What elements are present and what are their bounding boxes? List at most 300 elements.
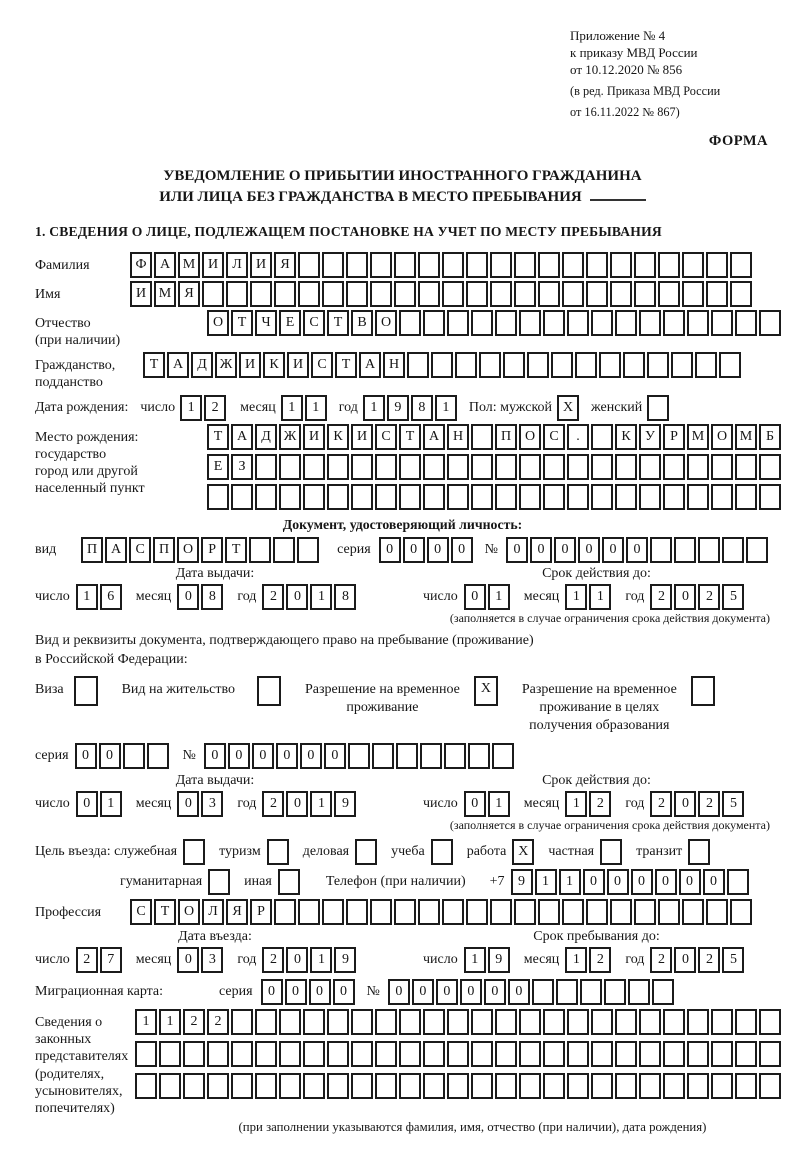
form-cell[interactable]: 0 xyxy=(379,537,401,563)
form-cell[interactable] xyxy=(327,1009,349,1035)
form-cell[interactable] xyxy=(586,252,608,278)
form-cell[interactable]: 0 xyxy=(427,537,449,563)
form-cell[interactable]: 1 xyxy=(464,947,486,973)
form-cell[interactable] xyxy=(711,1041,733,1067)
form-cell[interactable] xyxy=(567,1041,589,1067)
form-cell[interactable] xyxy=(327,1073,349,1099)
form-cell[interactable]: Я xyxy=(274,252,296,278)
form-cell[interactable] xyxy=(591,1009,613,1035)
form-cell[interactable] xyxy=(423,310,445,336)
form-cell[interactable]: А xyxy=(154,252,176,278)
form-cell[interactable]: О xyxy=(177,537,199,563)
form-cell[interactable] xyxy=(663,310,685,336)
form-cell[interactable]: А xyxy=(231,424,253,450)
form-cell[interactable] xyxy=(207,484,229,510)
form-cell[interactable]: 6 xyxy=(100,584,122,610)
form-cell[interactable] xyxy=(514,281,536,307)
form-cell[interactable]: А xyxy=(105,537,127,563)
form-cell[interactable] xyxy=(730,281,752,307)
form-cell[interactable]: 2 xyxy=(698,947,720,973)
form-cell[interactable]: 0 xyxy=(286,791,308,817)
form-cell[interactable] xyxy=(562,281,584,307)
form-cell[interactable] xyxy=(586,899,608,925)
form-cell[interactable] xyxy=(396,743,418,769)
form-cell[interactable] xyxy=(663,1073,685,1099)
form-cell[interactable]: Т xyxy=(231,310,253,336)
form-cell[interactable] xyxy=(599,352,621,378)
form-cell[interactable] xyxy=(658,252,680,278)
form-cell[interactable] xyxy=(591,424,613,450)
form-cell[interactable] xyxy=(257,676,281,706)
form-cell[interactable] xyxy=(567,1073,589,1099)
form-cell[interactable]: X xyxy=(512,839,534,865)
form-cell[interactable] xyxy=(730,899,752,925)
form-cell[interactable] xyxy=(519,484,541,510)
form-cell[interactable]: 2 xyxy=(698,584,720,610)
form-cell[interactable] xyxy=(298,281,320,307)
form-cell[interactable] xyxy=(591,454,613,480)
form-cell[interactable]: Р xyxy=(250,899,272,925)
form-cell[interactable] xyxy=(250,281,272,307)
form-cell[interactable]: И xyxy=(130,281,152,307)
form-cell[interactable]: 1 xyxy=(565,584,587,610)
form-cell[interactable] xyxy=(615,1009,637,1035)
form-cell[interactable] xyxy=(207,1041,229,1067)
form-cell[interactable] xyxy=(471,1041,493,1067)
form-cell[interactable] xyxy=(447,454,469,480)
form-cell[interactable] xyxy=(346,252,368,278)
form-cell[interactable] xyxy=(647,395,669,421)
form-cell[interactable]: 0 xyxy=(583,869,605,895)
form-cell[interactable]: 7 xyxy=(100,947,122,973)
form-cell[interactable]: 1 xyxy=(281,395,303,421)
form-cell[interactable]: 0 xyxy=(403,537,425,563)
form-cell[interactable]: Р xyxy=(663,424,685,450)
form-cell[interactable] xyxy=(372,743,394,769)
form-cell[interactable]: 0 xyxy=(252,743,274,769)
form-cell[interactable] xyxy=(420,743,442,769)
form-cell[interactable]: 2 xyxy=(207,1009,229,1035)
form-cell[interactable] xyxy=(471,454,493,480)
form-cell[interactable]: 0 xyxy=(554,537,576,563)
form-cell[interactable] xyxy=(688,839,710,865)
form-cell[interactable]: С xyxy=(543,424,565,450)
form-cell[interactable]: 2 xyxy=(262,791,284,817)
form-cell[interactable] xyxy=(730,252,752,278)
form-cell[interactable] xyxy=(303,454,325,480)
form-cell[interactable] xyxy=(567,1009,589,1035)
form-cell[interactable] xyxy=(698,537,720,563)
form-cell[interactable]: 0 xyxy=(679,869,701,895)
form-cell[interactable]: К xyxy=(263,352,285,378)
form-cell[interactable] xyxy=(183,839,205,865)
form-cell[interactable]: 9 xyxy=(511,869,533,895)
form-cell[interactable]: О xyxy=(711,424,733,450)
form-cell[interactable] xyxy=(682,281,704,307)
form-cell[interactable]: 0 xyxy=(286,584,308,610)
form-cell[interactable]: 0 xyxy=(276,743,298,769)
form-cell[interactable] xyxy=(663,454,685,480)
form-cell[interactable]: О xyxy=(178,899,200,925)
form-cell[interactable] xyxy=(759,1009,781,1035)
form-cell[interactable]: У xyxy=(639,424,661,450)
form-cell[interactable]: И xyxy=(303,424,325,450)
form-cell[interactable]: Т xyxy=(207,424,229,450)
form-cell[interactable] xyxy=(418,252,440,278)
form-cell[interactable]: Ж xyxy=(215,352,237,378)
form-cell[interactable]: 9 xyxy=(334,947,356,973)
form-cell[interactable]: А xyxy=(359,352,381,378)
form-cell[interactable]: 0 xyxy=(506,537,528,563)
form-cell[interactable]: 0 xyxy=(631,869,653,895)
form-cell[interactable] xyxy=(471,1073,493,1099)
form-cell[interactable] xyxy=(639,310,661,336)
form-cell[interactable]: 0 xyxy=(436,979,458,1005)
form-cell[interactable] xyxy=(135,1041,157,1067)
form-cell[interactable] xyxy=(551,352,573,378)
form-cell[interactable] xyxy=(706,281,728,307)
form-cell[interactable]: 8 xyxy=(201,584,223,610)
form-cell[interactable] xyxy=(351,454,373,480)
form-cell[interactable]: 1 xyxy=(305,395,327,421)
form-cell[interactable]: 2 xyxy=(589,791,611,817)
form-cell[interactable] xyxy=(273,537,295,563)
form-cell[interactable] xyxy=(351,1009,373,1035)
form-cell[interactable] xyxy=(639,484,661,510)
form-cell[interactable] xyxy=(652,979,674,1005)
form-cell[interactable] xyxy=(580,979,602,1005)
form-cell[interactable] xyxy=(279,1073,301,1099)
form-cell[interactable] xyxy=(394,252,416,278)
form-cell[interactable] xyxy=(423,484,445,510)
form-cell[interactable] xyxy=(519,310,541,336)
form-cell[interactable] xyxy=(279,1041,301,1067)
form-cell[interactable] xyxy=(226,281,248,307)
form-cell[interactable]: 8 xyxy=(334,584,356,610)
form-cell[interactable] xyxy=(495,310,517,336)
form-cell[interactable] xyxy=(479,352,501,378)
form-cell[interactable] xyxy=(399,1041,421,1067)
form-cell[interactable]: 3 xyxy=(201,947,223,973)
form-cell[interactable] xyxy=(567,310,589,336)
form-cell[interactable]: В xyxy=(351,310,373,336)
form-cell[interactable] xyxy=(575,352,597,378)
form-cell[interactable]: 0 xyxy=(530,537,552,563)
form-cell[interactable]: 0 xyxy=(464,584,486,610)
form-cell[interactable] xyxy=(370,252,392,278)
form-cell[interactable] xyxy=(471,1009,493,1035)
form-cell[interactable] xyxy=(327,484,349,510)
form-cell[interactable] xyxy=(735,1009,757,1035)
form-cell[interactable] xyxy=(663,1041,685,1067)
form-cell[interactable] xyxy=(562,252,584,278)
form-cell[interactable] xyxy=(711,1073,733,1099)
form-cell[interactable]: К xyxy=(615,424,637,450)
form-cell[interactable]: Н xyxy=(383,352,405,378)
form-cell[interactable]: 3 xyxy=(201,791,223,817)
form-cell[interactable] xyxy=(735,1041,757,1067)
form-cell[interactable] xyxy=(610,252,632,278)
form-cell[interactable] xyxy=(351,484,373,510)
form-cell[interactable] xyxy=(202,281,224,307)
form-cell[interactable]: 0 xyxy=(703,869,725,895)
form-cell[interactable] xyxy=(503,352,525,378)
form-cell[interactable] xyxy=(634,252,656,278)
form-cell[interactable] xyxy=(759,310,781,336)
form-cell[interactable]: Е xyxy=(207,454,229,480)
form-cell[interactable]: 0 xyxy=(451,537,473,563)
form-cell[interactable]: 1 xyxy=(565,791,587,817)
form-cell[interactable] xyxy=(255,1073,277,1099)
form-cell[interactable]: 2 xyxy=(183,1009,205,1035)
form-cell[interactable] xyxy=(375,1073,397,1099)
form-cell[interactable] xyxy=(623,352,645,378)
form-cell[interactable] xyxy=(567,484,589,510)
form-cell[interactable] xyxy=(298,252,320,278)
form-cell[interactable] xyxy=(303,484,325,510)
form-cell[interactable] xyxy=(543,1009,565,1035)
form-cell[interactable] xyxy=(519,454,541,480)
form-cell[interactable]: 1 xyxy=(565,947,587,973)
form-cell[interactable] xyxy=(466,899,488,925)
form-cell[interactable] xyxy=(399,1009,421,1035)
form-cell[interactable] xyxy=(543,1073,565,1099)
form-cell[interactable] xyxy=(135,1073,157,1099)
form-cell[interactable] xyxy=(348,743,370,769)
form-cell[interactable] xyxy=(706,252,728,278)
form-cell[interactable]: С xyxy=(130,899,152,925)
form-cell[interactable]: О xyxy=(207,310,229,336)
form-cell[interactable]: Ф xyxy=(130,252,152,278)
form-cell[interactable] xyxy=(431,352,453,378)
form-cell[interactable] xyxy=(471,484,493,510)
form-cell[interactable]: П xyxy=(153,537,175,563)
form-cell[interactable]: Ч xyxy=(255,310,277,336)
form-cell[interactable] xyxy=(586,281,608,307)
form-cell[interactable]: 2 xyxy=(650,584,672,610)
form-cell[interactable] xyxy=(687,310,709,336)
form-cell[interactable] xyxy=(658,899,680,925)
form-cell[interactable] xyxy=(682,252,704,278)
form-cell[interactable] xyxy=(444,743,466,769)
form-cell[interactable]: 0 xyxy=(309,979,331,1005)
form-cell[interactable]: 0 xyxy=(674,584,696,610)
form-cell[interactable]: 5 xyxy=(722,584,744,610)
form-cell[interactable] xyxy=(346,899,368,925)
form-cell[interactable] xyxy=(492,743,514,769)
form-cell[interactable] xyxy=(423,1009,445,1035)
form-cell[interactable]: 0 xyxy=(261,979,283,1005)
form-cell[interactable] xyxy=(278,869,300,895)
form-cell[interactable] xyxy=(447,484,469,510)
form-cell[interactable]: С xyxy=(129,537,151,563)
form-cell[interactable] xyxy=(375,454,397,480)
form-cell[interactable] xyxy=(231,484,253,510)
form-cell[interactable] xyxy=(532,979,554,1005)
form-cell[interactable] xyxy=(735,484,757,510)
form-cell[interactable]: 1 xyxy=(363,395,385,421)
form-cell[interactable] xyxy=(375,1009,397,1035)
form-cell[interactable] xyxy=(682,899,704,925)
form-cell[interactable] xyxy=(610,899,632,925)
form-cell[interactable]: 0 xyxy=(333,979,355,1005)
form-cell[interactable]: 1 xyxy=(76,584,98,610)
form-cell[interactable]: А xyxy=(167,352,189,378)
form-cell[interactable] xyxy=(418,281,440,307)
form-cell[interactable] xyxy=(231,1009,253,1035)
form-cell[interactable] xyxy=(255,1041,277,1067)
form-cell[interactable] xyxy=(759,484,781,510)
form-cell[interactable] xyxy=(159,1041,181,1067)
form-cell[interactable] xyxy=(562,899,584,925)
form-cell[interactable]: 9 xyxy=(488,947,510,973)
form-cell[interactable] xyxy=(123,743,145,769)
form-cell[interactable] xyxy=(322,281,344,307)
form-cell[interactable]: . xyxy=(567,424,589,450)
form-cell[interactable] xyxy=(399,484,421,510)
form-cell[interactable]: 0 xyxy=(228,743,250,769)
form-cell[interactable] xyxy=(543,484,565,510)
form-cell[interactable] xyxy=(495,484,517,510)
form-cell[interactable] xyxy=(495,1073,517,1099)
form-cell[interactable] xyxy=(351,1073,373,1099)
form-cell[interactable]: З xyxy=(231,454,253,480)
form-cell[interactable] xyxy=(519,1041,541,1067)
form-cell[interactable]: Д xyxy=(255,424,277,450)
form-cell[interactable] xyxy=(687,1041,709,1067)
form-cell[interactable] xyxy=(538,899,560,925)
form-cell[interactable]: П xyxy=(495,424,517,450)
form-cell[interactable] xyxy=(249,537,271,563)
form-cell[interactable] xyxy=(399,454,421,480)
form-cell[interactable]: К xyxy=(327,424,349,450)
form-cell[interactable] xyxy=(639,1009,661,1035)
form-cell[interactable] xyxy=(355,839,377,865)
form-cell[interactable] xyxy=(543,1041,565,1067)
form-cell[interactable] xyxy=(327,454,349,480)
form-cell[interactable] xyxy=(279,1009,301,1035)
form-cell[interactable] xyxy=(759,454,781,480)
form-cell[interactable]: 0 xyxy=(655,869,677,895)
form-cell[interactable]: 0 xyxy=(464,791,486,817)
form-cell[interactable] xyxy=(567,454,589,480)
form-cell[interactable]: И xyxy=(287,352,309,378)
form-cell[interactable]: 1 xyxy=(159,1009,181,1035)
form-cell[interactable] xyxy=(604,979,626,1005)
form-cell[interactable]: 2 xyxy=(650,791,672,817)
form-cell[interactable] xyxy=(231,1073,253,1099)
form-cell[interactable]: 0 xyxy=(388,979,410,1005)
form-cell[interactable] xyxy=(322,252,344,278)
form-cell[interactable]: 5 xyxy=(722,947,744,973)
form-cell[interactable] xyxy=(466,281,488,307)
form-cell[interactable] xyxy=(447,1041,469,1067)
form-cell[interactable] xyxy=(442,281,464,307)
form-cell[interactable] xyxy=(375,484,397,510)
form-cell[interactable]: А xyxy=(423,424,445,450)
form-cell[interactable] xyxy=(600,839,622,865)
form-cell[interactable] xyxy=(647,352,669,378)
form-cell[interactable] xyxy=(394,899,416,925)
form-cell[interactable]: X xyxy=(474,676,498,706)
form-cell[interactable] xyxy=(208,869,230,895)
form-cell[interactable] xyxy=(538,252,560,278)
form-cell[interactable] xyxy=(543,454,565,480)
form-cell[interactable]: 0 xyxy=(99,743,121,769)
form-cell[interactable]: Д xyxy=(191,352,213,378)
form-cell[interactable] xyxy=(514,899,536,925)
form-cell[interactable]: 2 xyxy=(76,947,98,973)
form-cell[interactable]: М xyxy=(154,281,176,307)
form-cell[interactable]: Т xyxy=(225,537,247,563)
form-cell[interactable]: 1 xyxy=(310,947,332,973)
form-cell[interactable] xyxy=(471,310,493,336)
form-cell[interactable]: И xyxy=(202,252,224,278)
form-cell[interactable] xyxy=(394,281,416,307)
form-cell[interactable] xyxy=(650,537,672,563)
form-cell[interactable]: Л xyxy=(202,899,224,925)
form-cell[interactable]: 5 xyxy=(722,791,744,817)
form-cell[interactable]: 0 xyxy=(324,743,346,769)
form-cell[interactable]: 9 xyxy=(334,791,356,817)
form-cell[interactable] xyxy=(674,537,696,563)
form-cell[interactable] xyxy=(303,1009,325,1035)
form-cell[interactable] xyxy=(255,484,277,510)
form-cell[interactable] xyxy=(706,899,728,925)
form-cell[interactable] xyxy=(297,537,319,563)
form-cell[interactable] xyxy=(455,352,477,378)
form-cell[interactable]: 0 xyxy=(578,537,600,563)
form-cell[interactable] xyxy=(543,310,565,336)
form-cell[interactable] xyxy=(327,1041,349,1067)
form-cell[interactable] xyxy=(407,352,429,378)
form-cell[interactable]: Я xyxy=(226,899,248,925)
form-cell[interactable] xyxy=(519,1073,541,1099)
form-cell[interactable] xyxy=(711,454,733,480)
form-cell[interactable] xyxy=(615,1073,637,1099)
form-cell[interactable] xyxy=(442,899,464,925)
form-cell[interactable] xyxy=(556,979,578,1005)
form-cell[interactable] xyxy=(663,484,685,510)
form-cell[interactable] xyxy=(691,676,715,706)
form-cell[interactable]: 8 xyxy=(411,395,433,421)
form-cell[interactable]: Я xyxy=(178,281,200,307)
form-cell[interactable]: 0 xyxy=(300,743,322,769)
form-cell[interactable] xyxy=(687,484,709,510)
form-cell[interactable] xyxy=(687,454,709,480)
form-cell[interactable]: Р xyxy=(201,537,223,563)
form-cell[interactable] xyxy=(322,899,344,925)
form-cell[interactable] xyxy=(418,899,440,925)
form-cell[interactable]: 2 xyxy=(589,947,611,973)
form-cell[interactable] xyxy=(695,352,717,378)
form-cell[interactable] xyxy=(735,1073,757,1099)
form-cell[interactable]: С xyxy=(311,352,333,378)
form-cell[interactable]: 1 xyxy=(435,395,457,421)
form-cell[interactable] xyxy=(183,1041,205,1067)
form-cell[interactable] xyxy=(399,1073,421,1099)
form-cell[interactable]: П xyxy=(81,537,103,563)
form-cell[interactable] xyxy=(471,424,493,450)
form-cell[interactable] xyxy=(267,839,289,865)
form-cell[interactable]: 2 xyxy=(698,791,720,817)
form-cell[interactable] xyxy=(231,1041,253,1067)
form-cell[interactable] xyxy=(591,484,613,510)
form-cell[interactable]: 0 xyxy=(508,979,530,1005)
form-cell[interactable] xyxy=(663,1009,685,1035)
form-cell[interactable]: Л xyxy=(226,252,248,278)
form-cell[interactable] xyxy=(639,1041,661,1067)
